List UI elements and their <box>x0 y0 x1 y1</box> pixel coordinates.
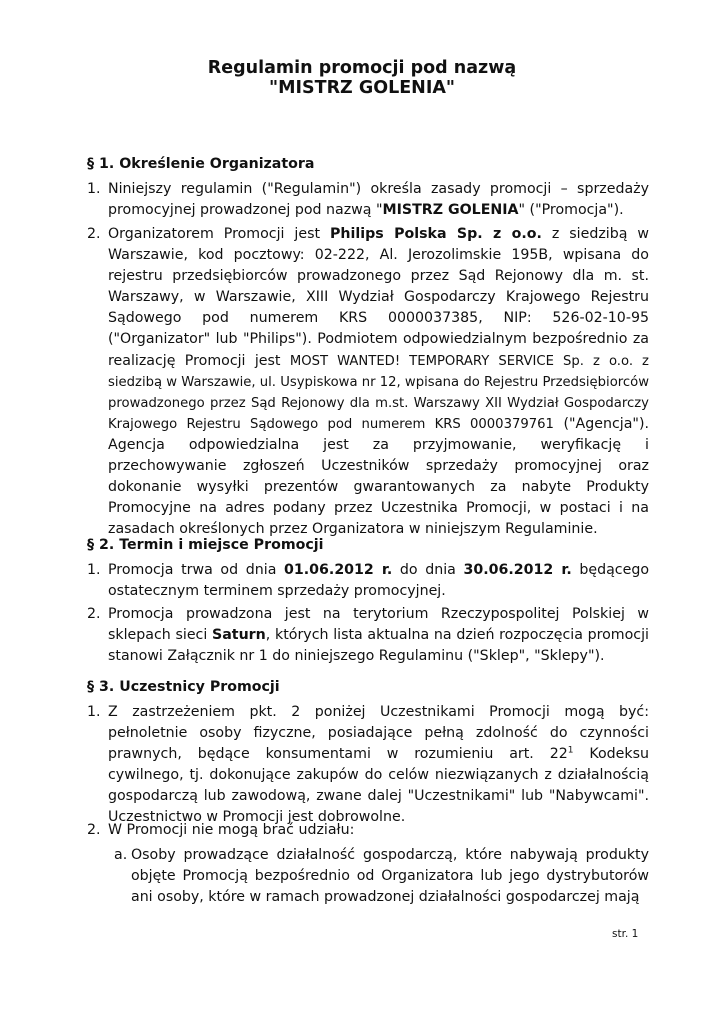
item-text: Promocja prowadzona jest na terytorium Rzeczypospolitej Polskiej w sklepach sieci Saturn, których lista aktualna na dzień rozpoczęcia promocji stanowi Załącznik nr 1 do niniejszego Regulaminu ("Sklep", "Sklepy"). <box>108 606 649 665</box>
section-1-item-2 <box>87 224 649 540</box>
item-text: Promocja trwa od dnia 01.06.2012 r. do dnia 30.06.2012 r. będącego ostatecznym terminem sprzedaży promocyjnej. <box>108 562 650 600</box>
section-1-heading: § 1. Określenie Organizatora <box>87 156 315 172</box>
document-title <box>0 58 724 98</box>
item-number: 1. <box>87 181 101 197</box>
item-number: 2. <box>87 822 101 838</box>
section-3-item-1 <box>87 702 649 829</box>
item-text: W Promocji nie mogą brać udziału: <box>108 822 355 838</box>
section-2-item-1 <box>87 560 649 602</box>
item-text: Organizatorem Promocji jest Philips Polska Sp. z o.o. z siedzibą w Warszawie, kod pocztowy: 02-222, Al. Jerozolimskie 195B, wpisana do rejestru przedsiębiorców prowadzonego przez Sąd Rejonowy dla m. st. Warszawy, w Warszawie, XIII Wydział Gospodarczy Krajowego Rejestru Sądowego pod numerem KRS 0000037385, NIP: 526-02-10-95 ("Organizator" lub "Philips"). Podmiotem odpowiedzialnym bezpośrednio za realizację Promocji jest MOST WANTED! TEMPORARY SERVICE Sp. z o.o. z siedzibą w Warszawie, ul. Usypiskowa nr 12, wpisana do Rejestru Przedsiębiorców prowadzonego przez Sąd Rejonowy dla m.st. Warszawy XII Wydział Gospodarczy Krajowego Rejestru Sądowego pod numerem KRS 0000379761 ("Agencja"). Agencja odpowiedzialna jest za przyjmowanie, weryfikację i przechowywanie zgłoszeń Uczestników sprzedaży promocyjnej oraz dokonanie wysyłki prezentów gwarantowanych za nabyte Produkty Promocyjne na adres podany przez Uczestnika Promocji, w postaci i na zasadach określonych przez Organizatora w niniejszym Regulaminie. <box>108 226 649 538</box>
item-text: Z zastrzeżeniem pkt. 2 poniżej Uczestnikami Promocji mogą być: pełnoletnie osoby fizyczne, posiadające pełną zdolność do czynności prawnych, będące konsumentami w rozumieniu art. $22^1$ Kodeksu cywilnego, tj. dokonujące zakupów do celów niezwiązanych z działalnością gospodarczą lub zawodową, zwane dalej "Uczestnikami" lub "Nabywcami". Uczestnictwo w Promocji jest dobrowolne. <box>108 704 649 826</box>
item-number: 1. <box>87 562 101 578</box>
item-text: Niniejszy regulamin ("Regulamin") określa zasady promocji – sprzedaży promocyjnej prowadzonej pod nazwą "MISTRZ GOLENIA" ("Promocja"). <box>108 181 649 219</box>
item-number: 2. <box>87 606 101 622</box>
section-1-item-1 <box>87 179 649 221</box>
page-number: str. 1 <box>612 928 639 940</box>
subitem-text: Osoby prowadzące działalność gospodarczą, które nabywają produkty objęte Promocją bezpośrednio od Organizatora lub jego dystrybutorów ani osoby, które w ramach prowadzonej działalności gospodarczej mają <box>131 847 649 906</box>
title-line-1: Regulamin promocji pod nazwą <box>207 58 517 78</box>
subitem-letter: a. <box>114 847 128 863</box>
section-3-heading: § 3. Uczestnicy Promocji <box>87 679 280 695</box>
section-3-item-2 <box>87 820 649 841</box>
title-line-2: "MISTRZ GOLENIA" <box>268 78 455 98</box>
section-2-item-2 <box>87 604 649 667</box>
item-number: 1. <box>87 704 101 720</box>
section-3-subitem-a <box>114 845 649 908</box>
section-2-heading: § 2. Termin i miejsce Promocji <box>87 537 324 553</box>
item-number: 2. <box>87 226 101 242</box>
